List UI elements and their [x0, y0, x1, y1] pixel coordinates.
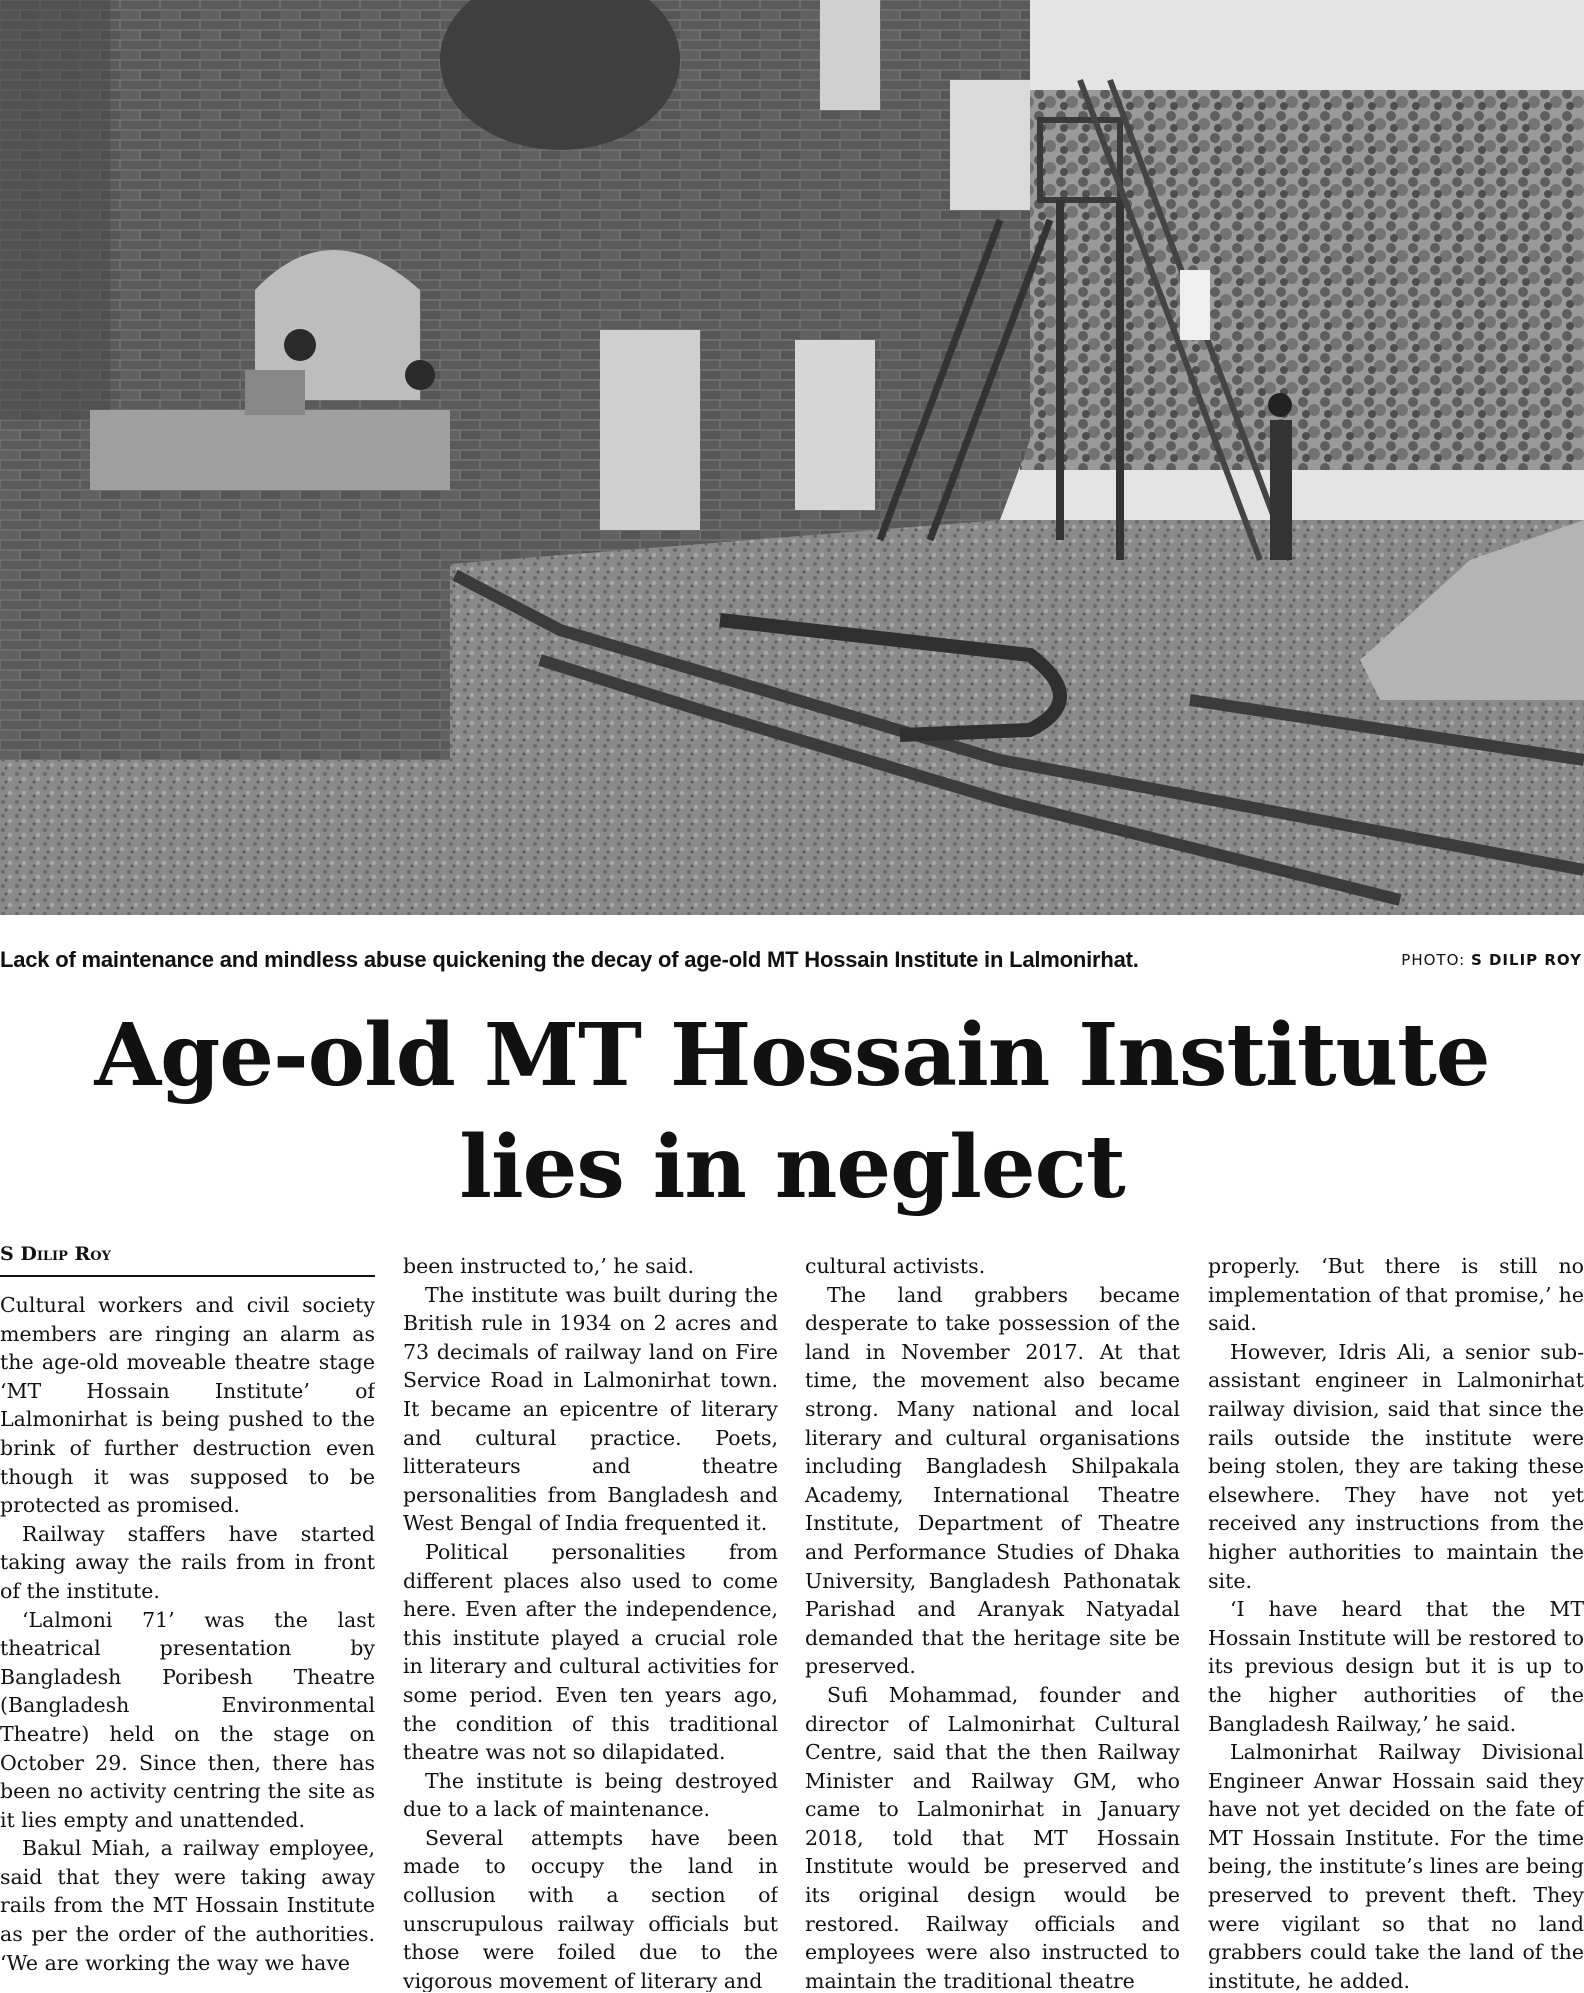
paragraph: The institute is being destroyed due to a lack of maintenance.	[403, 1768, 778, 1822]
ruined-building-photo	[0, 0, 1584, 915]
photo-credit-name: S DILIP ROY	[1470, 951, 1582, 969]
photo-caption-row	[0, 947, 1584, 981]
photo-caption: Lack of maintenance and mindless abuse quickening the decay of age-old MT Hossain Institute in Lalmonirhat.	[0, 947, 1139, 972]
paragraph: The institute was built during the British rule in 1934 on 2 acres and 73 decimals of railway land on Fire Service Road in Lalmonirhat town. It became an epicentre of literary and cultural practice. Poets, litterateurs and theatre personalities from Bangladesh and West Bengal of India frequented it.	[403, 1282, 778, 1536]
article-column-1	[0, 1291, 375, 1991]
paragraph: Railway staffers have started taking away the rails from in front of the institute.	[0, 1521, 375, 1603]
article-headline	[0, 1000, 1584, 1224]
paragraph: Political personalities from different places also used to come here. Even after the independence, this institute played a crucial role in literary and cultural activities for some period. Even ten years ago, the condition of this traditional theatre was not so dilapidated.	[403, 1539, 778, 1765]
paragraph: cultural activists.	[805, 1254, 986, 1278]
news-photo	[0, 0, 1584, 915]
paragraph: Cultural workers and civil society members are ringing an alarm as the age-old moveable theatre stage ‘MT Hossain Institute’ of Lalmonirhat is being pushed to the brink of further destruction even though it was supposed to be protected as promised.	[0, 1293, 375, 1518]
article-column-4	[1208, 1252, 1584, 1992]
paragraph: Sufi Mohammad, founder and director of Lalmonirhat Cultural Centre, said that the then Railway Minister and Railway GM, who came to Lalmonirhat in January 2018, told that MT Hossain Institute would be preserved and its original design would be restored. Railway officials and employees were also instructed to maintain the traditional theatre	[805, 1682, 1180, 1992]
paragraph: ‘Lalmoni 71’ was the last theatrical presentation by Bangladesh Poribesh Theatre (Bangladesh Environmental Theatre) held on the stage on October 29. Since then, there has been no activity centring the site as it lies empty and unattended.	[0, 1607, 375, 1832]
photo-credit-label: PHOTO:	[1401, 951, 1466, 969]
photo-credit	[1401, 951, 1582, 969]
headline-line-1: Age-old MT Hossain Institute	[94, 1005, 1490, 1106]
paragraph: However, Idris Ali, a senior sub-assistant engineer in Lalmonirhat railway division, said that since the rails outside the institute were being stolen, they are taking these elsewhere. They have not yet received any instructions from the higher authorities to maintain the site.	[1208, 1339, 1584, 1593]
author-byline: S Dilip Roy	[0, 1243, 375, 1277]
paragraph: Lalmonirhat Railway Divisional Engineer Anwar Hossain said they have not yet decided on the fate of MT Hossain Institute. For the time being, the institute’s lines are being preserved to prevent theft. They were vigilant so that no land grabbers could take the land of the institute, he added.	[1208, 1740, 1584, 1992]
article-column-2	[403, 1252, 778, 1992]
paragraph: The land grabbers became desperate to take possession of the land in November 2017. At that time, the movement also became strong. Many national and local literary and cultural organisations including Bangladesh Shilpakala Academy, International Theatre Institute, Department of Theatre and Performance Studies of Dhaka University, Bangladesh Pathonatak Parishad and Aranyak Natyadal demanded that the heritage site be preserved.	[805, 1282, 1180, 1679]
paragraph: Several attempts have been made to occupy the land in collusion with a section of unscrupulous railway officials but those were foiled due to the vigorous movement of literary and	[403, 1825, 778, 1992]
headline-line-2: lies in neglect	[459, 1117, 1125, 1218]
paragraph: been instructed to,’ he said.	[403, 1254, 695, 1278]
paragraph: ‘I have heard that the MT Hossain Institute will be restored to its previous design but it is up to the higher authorities of the Bangladesh Railway,’ he said.	[1208, 1597, 1584, 1736]
paragraph: properly. ‘But there is still no implementation of that promise,’ he said.	[1208, 1254, 1584, 1336]
article-column-3	[805, 1252, 1180, 1992]
paragraph: Bakul Miah, a railway employee, said that they were taking away rails from the MT Hossain Institute as per the order of the authorities. ‘We are working the way we have	[0, 1836, 375, 1975]
